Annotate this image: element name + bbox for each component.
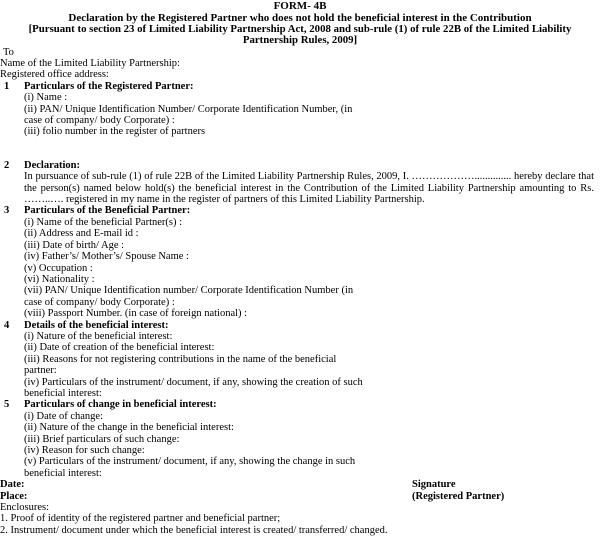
field-line: (iii) folio number in the register of partners — [24, 126, 206, 138]
field-line: (vi) Nationality : — [24, 273, 95, 285]
section-beneficial-partner — [0, 205, 600, 319]
field-line: beneficial interest: — [24, 387, 102, 399]
section-declaration — [0, 160, 600, 206]
section-beneficial-interest — [0, 320, 600, 400]
date-signature-row — [0, 479, 600, 490]
field-line: (v) Occupation : — [24, 262, 93, 274]
enclosures-block — [0, 502, 600, 536]
field-line: case of company/ body Corporate) : — [24, 115, 175, 127]
intro-block — [0, 47, 600, 58]
field-line: (iii) Reasons for not registering contributions in the name of the beneficial — [24, 353, 337, 365]
llp-name-label: Name of the Limited Liability Partnership: — [0, 58, 180, 69]
field-line: partner: — [24, 365, 57, 377]
field-line: (i) Name : — [24, 92, 68, 104]
field-line: (iv) Reason for such change: — [24, 445, 145, 456]
place-label: Place: — [0, 490, 28, 502]
section-number: 1 — [4, 80, 10, 92]
section-heading: Details of the beneficial interest: — [24, 319, 169, 331]
office-address-label: Registered office address: — [0, 69, 109, 81]
field-line: case of company/ body Corporate) : — [24, 296, 175, 308]
enclosures-label: Enclosures: — [0, 502, 49, 513]
form-subtitle: [Pursuant to section 23 of Limited Liability Partnership Act, 2008 and sub-rule (1) of rule 22B of the Limited Liability Partnership Rules, 2009] — [28, 23, 572, 47]
enclosure-item: 2. Instrument/ document under which the beneficial interest is created/ transferred/ changed. — [0, 524, 388, 536]
to-label: To — [3, 46, 14, 58]
signature-label: Signature — [412, 479, 456, 491]
intro-lines — [0, 58, 600, 81]
signature-role: (Registered Partner) — [412, 490, 505, 502]
spacer — [0, 149, 600, 160]
section-number: 4 — [4, 319, 10, 331]
declaration-text: In pursuance of sub-rule (1) of rule 22B of the Limited Liability Partnership Rules, 2009, I. ……………….............. hereby declare that the person(s) named below hold(s) the beneficial interest in the Contribution of the Limited Liability Partnership amounting to Rs. ……..…. registered in my name in the register of partners of this Limited Liability Partnership. — [24, 171, 594, 206]
field-line: (ii) Address and E-mail id : — [24, 228, 139, 240]
field-line: (i) Nature of the beneficial interest: — [24, 330, 173, 342]
spacer — [0, 138, 600, 149]
field-line: (viii) Passport Number. (in case of foreign national) : — [24, 308, 248, 320]
section-heading: Declaration: — [24, 159, 80, 171]
form-number: FORM- 4B — [273, 0, 327, 12]
enclosure-item: 1. Proof of identity of the registered partner and beneficial partner; — [0, 513, 281, 525]
section-heading: Particulars of the Beneficial Partner: — [24, 205, 191, 217]
field-line: (ii) Nature of the change in the beneficial interest: — [24, 422, 234, 434]
section-number: 2 — [4, 159, 10, 171]
field-line: (iv) Particulars of the instrument/ document, if any, showing the creation of such — [24, 376, 363, 388]
field-line: (i) Name of the beneficial Partner(s) : — [24, 216, 183, 228]
place-role-row — [0, 491, 600, 502]
date-label: Date: — [0, 479, 25, 491]
section-number: 5 — [4, 399, 10, 411]
field-line: (iii) Brief particulars of such change: — [24, 433, 180, 445]
form-title: Declaration by the Registered Partner who does not hold the beneficial interest in the Contribution — [68, 11, 532, 24]
field-line: (iii) Date of birth/ Age : — [24, 239, 125, 251]
field-line: (vii) PAN/ Unique Identification number/ Corporate Identification Number (in — [24, 285, 354, 297]
field-line: beneficial interest: — [24, 467, 102, 479]
form-header — [0, 0, 600, 47]
field-line: (ii) Date of creation of the beneficial interest: — [24, 342, 215, 354]
section-heading: Particulars of the Registered Partner: — [24, 80, 194, 92]
section-heading: Particulars of change in beneficial interest: — [24, 399, 217, 411]
field-line: (v) Particulars of the instrument/ document, if any, showing the change in such — [24, 456, 356, 468]
section-registered-partner — [0, 81, 600, 138]
field-line: (i) Date of change: — [24, 410, 104, 422]
field-line: (ii) PAN/ Unique Identification Number/ Corporate Identification Number, (in — [24, 103, 353, 115]
field-line: (iv) Father’s/ Mother’s/ Spouse Name : — [24, 251, 189, 263]
section-change-interest — [0, 399, 600, 479]
section-number: 3 — [4, 205, 10, 217]
